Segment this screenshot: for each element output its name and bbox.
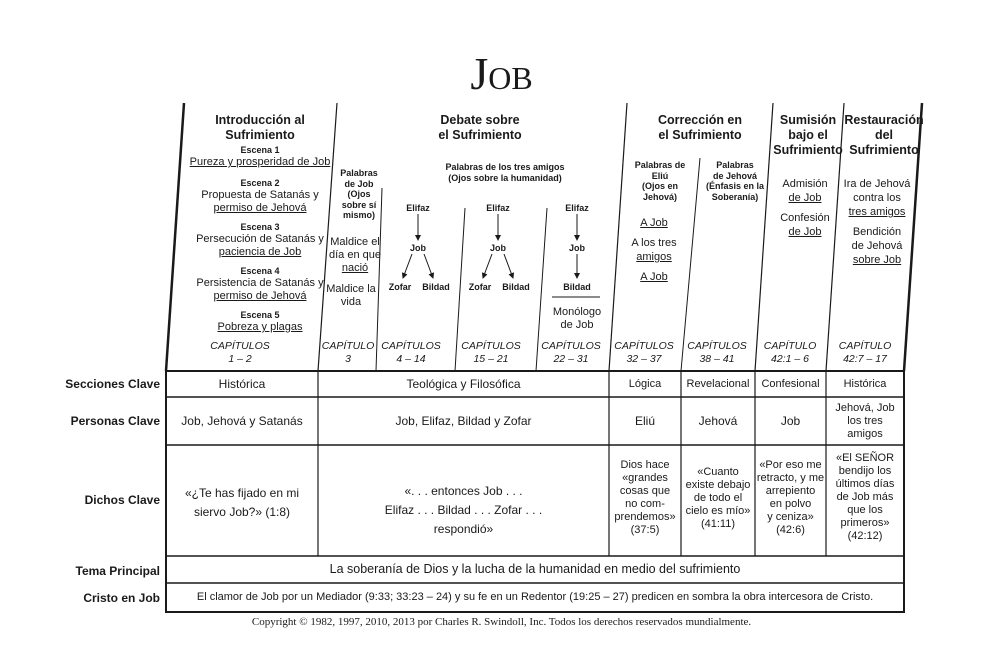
- key-people-cell: Jehová: [698, 414, 738, 428]
- job-curse-life: Maldice la vida: [326, 283, 376, 308]
- page-title: JOB: [470, 48, 533, 99]
- key-section-cell: Revelacional: [686, 378, 750, 390]
- cycle1-eliphaz: Elifaz: [406, 203, 430, 213]
- key-section-cell: Teológica y Filosófica: [406, 377, 521, 391]
- friends-words-title: Palabras de los tres amigos (Ojos sobre la humanidad): [445, 162, 565, 183]
- key-saying-cell: «El SEÑOR bendijo los últimos días de Job más que los primeros» (42:12): [835, 452, 895, 542]
- elihu-items: A Job A los tres amigos A Job: [631, 217, 677, 283]
- chapters-1: CAPÍTULOS 1 – 2: [210, 340, 270, 365]
- chapters-8: CAPÍTULO 42:1 – 6: [763, 340, 817, 365]
- heading-correction: Corrección en el Sufrimiento: [657, 113, 743, 142]
- row-label-christ-in-job: Cristo en Job: [83, 591, 160, 605]
- chapters-3: CAPÍTULOS 4 – 14: [381, 340, 441, 365]
- submission-items: Admisión de Job Confesión de Job: [780, 178, 830, 238]
- intro-scenes: Escena 1 Pureza y prosperidad de Job Escena 2 Propuesta de Satanás y permiso de Jehová Escena 3 Persecución de Satanás y paciencia de Job Escena 4 Persistencia de Satanás y permiso de Jehová Escena 5 Pobreza y plagas: [189, 145, 331, 333]
- chapters-9: CAPÍTULO 42:7 – 17: [838, 340, 892, 365]
- cycle2-bildad: Bildad: [502, 282, 530, 292]
- cycle1-zophar: Zofar: [388, 282, 412, 292]
- cycle2-job: Job: [489, 243, 506, 253]
- key-people-cell: Eliú: [634, 414, 655, 428]
- key-people-cell: Job, Elifaz, Bildad y Zofar: [395, 414, 532, 428]
- cycle1-bildad: Bildad: [422, 282, 450, 292]
- key-saying-cell: «¿Te has fijado en mi siervo Job?» (1:8): [184, 486, 300, 519]
- key-people-cell: Job: [780, 414, 801, 428]
- cycle2-zophar: Zofar: [468, 282, 492, 292]
- chapters-6: CAPÍTULOS 32 – 37: [614, 340, 674, 365]
- heading-introduction: Introducción al Sufrimiento: [215, 113, 305, 142]
- main-theme-text: La soberanía de Dios y la lucha de la humanidad en medio del sufrimiento: [329, 562, 741, 576]
- row-label-key-sayings: Dichos Clave: [84, 493, 160, 507]
- heading-restoration: Restauración del Sufrimiento: [844, 113, 924, 157]
- cycle3-job: Job: [568, 243, 585, 253]
- chapters-4: CAPÍTULOS 15 – 21: [461, 340, 521, 365]
- key-saying-cell: «Por eso me retracto, y me arrepiento en polvo y ceniza» (42:6): [756, 459, 825, 536]
- cycle3-eliphaz: Elifaz: [565, 203, 589, 213]
- heading-submission: Sumisión bajo el Sufrimiento: [773, 113, 843, 157]
- chapters-5: CAPÍTULOS 22 – 31: [541, 340, 601, 365]
- key-section-cell: Histórica: [843, 378, 887, 390]
- row-label-key-sections: Secciones Clave: [65, 377, 160, 391]
- copyright: Copyright © 1982, 1997, 2010, 2013 por Charles R. Swindoll, Inc. Todos los derechos reservados mundialmente.: [251, 616, 752, 628]
- key-section-cell: Histórica: [218, 377, 266, 391]
- job-curse-day: Maldice el día en que nació: [329, 236, 381, 274]
- row-label-key-people: Personas Clave: [70, 414, 160, 428]
- restoration-items: Ira de Jehová contra los tres amigos Bendición de Jehová sobre Job: [843, 178, 911, 266]
- cycle1-job: Job: [409, 243, 426, 253]
- heading-debate: Debate sobre el Sufrimiento: [438, 113, 522, 142]
- cycle3-bildad: Bildad: [563, 282, 591, 292]
- elihu-words-title: Palabras de Eliú (Ojos en Jehová): [634, 160, 686, 202]
- key-saying-cell: «. . . entonces Job . . . Elifaz . . . Bildad . . . Zofar . . . respondió»: [384, 484, 543, 536]
- jehovah-words-title: Palabras de Jehová (Énfasis en la Soberanía): [705, 160, 765, 202]
- row-label-main-theme: Tema Principal: [75, 564, 160, 578]
- key-people-cell: Jehová, Job los tres amigos: [835, 402, 895, 440]
- key-people-cell: Job, Jehová y Satanás: [181, 414, 303, 428]
- key-saying-cell: Dios hace «grandes cosas que no com- prendemos» (37:5): [614, 459, 676, 536]
- job-monologue: Monólogo de Job: [552, 306, 602, 331]
- key-section-cell: Lógica: [628, 378, 662, 390]
- key-section-cell: Confesional: [761, 378, 820, 390]
- cycle2-eliphaz: Elifaz: [486, 203, 510, 213]
- key-saying-cell: «Cuanto existe debajo de todo el cielo es mío» (41:11): [685, 466, 751, 530]
- job-words-title: Palabras de Job (Ojos sobre sí mismo): [340, 168, 378, 220]
- chapters-7: CAPÍTULOS 38 – 41: [687, 340, 747, 365]
- christ-in-job-text: El clamor de Job por un Mediador (9:33; 33:23 – 24) y su fe en un Redentor (19:25 – 27) predicen en sombra la obra intercesora de Cristo.: [196, 591, 874, 603]
- chapters-2: CAPÍTULO 3: [321, 340, 375, 365]
